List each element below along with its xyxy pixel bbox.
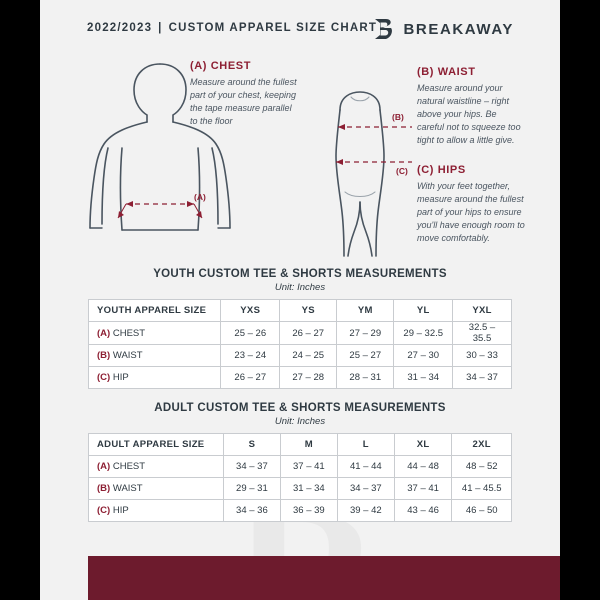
adult-section <box>88 402 512 522</box>
youth-cell-0-4: 32.5 – 35.5 <box>453 322 512 345</box>
body-measurement-diagram <box>40 52 560 264</box>
callout-waist-title: (B) WAIST <box>417 66 476 78</box>
adult-size-col-0: S <box>223 434 280 456</box>
adult-row-1-name: WAIST <box>112 483 143 494</box>
youth-cell-2-3: 31 – 34 <box>394 367 453 389</box>
header-year: 2022/2023 <box>87 22 153 34</box>
youth-section-title: YOUTH CUSTOM TEE & SHORTS MEASUREMENTS <box>153 268 447 280</box>
hips-marker-label: (C) <box>396 166 408 176</box>
adult-cell-1-4: 41 – 45.5 <box>452 478 512 500</box>
waist-marker-label: (B) <box>392 112 404 122</box>
youth-header-label: YOUTH APPAREL SIZE <box>89 300 221 322</box>
adult-cell-0-2: 41 – 44 <box>337 456 394 478</box>
youth-row-2-name: HIP <box>112 372 129 383</box>
table-row <box>89 478 512 500</box>
table-row <box>89 322 512 345</box>
youth-cell-0-2: 27 – 29 <box>337 322 394 345</box>
callout-waist-body: Measure around your natural waistline – right above your hips. Be careful not to squeeze too tight to allow a little give. <box>417 83 521 145</box>
adult-row-1-tag: (B) <box>97 483 111 494</box>
adult-row-0-name: CHEST <box>112 461 146 472</box>
adult-cell-2-4: 46 – 50 <box>452 500 512 522</box>
table-row <box>89 345 512 367</box>
footer-accent-bar <box>88 556 560 600</box>
youth-cell-0-3: 29 – 32.5 <box>394 322 453 345</box>
adult-cell-2-3: 43 – 46 <box>394 500 452 522</box>
youth-cell-2-0: 26 – 27 <box>221 367 280 389</box>
adult-cell-0-1: 37 – 41 <box>280 456 337 478</box>
youth-section <box>88 268 512 389</box>
callout-waist <box>417 66 525 147</box>
table-row <box>89 367 512 389</box>
callout-hips-title: (C) HIPS <box>417 164 466 176</box>
youth-cell-2-1: 27 – 28 <box>280 367 337 389</box>
header-title-row <box>87 22 377 34</box>
adult-cell-0-4: 48 – 52 <box>452 456 512 478</box>
adult-size-table <box>88 433 512 522</box>
youth-cell-0-0: 25 – 26 <box>221 322 280 345</box>
size-chart-page <box>40 0 560 600</box>
adult-size-col-4: 2XL <box>452 434 512 456</box>
youth-row-0-tag: (A) <box>97 327 111 339</box>
page-header <box>40 0 560 56</box>
adult-section-subtitle: Unit: Inches <box>274 416 326 427</box>
adult-cell-1-0: 29 – 31 <box>223 478 280 500</box>
youth-size-col-1: YS <box>280 300 337 322</box>
youth-table-header-row <box>89 300 512 322</box>
youth-size-col-3: YL <box>394 300 453 322</box>
youth-cell-1-1: 24 – 25 <box>280 345 337 367</box>
youth-size-table <box>88 299 512 389</box>
youth-cell-2-4: 34 – 37 <box>453 367 512 389</box>
callout-chest-body: Measure around the fullest part of your chest, keeping the tape measure parallel to the floor <box>190 77 297 126</box>
callout-chest <box>190 60 300 128</box>
adult-section-title: ADULT CUSTOM TEE & SHORTS MEASUREMENTS <box>154 402 446 414</box>
table-row <box>89 456 512 478</box>
adult-row-2-name: HIP <box>112 505 129 516</box>
header-separator: | <box>158 22 163 34</box>
brand-name: BREAKAWAY <box>403 20 514 38</box>
youth-row-1-tag: (B) <box>97 350 111 361</box>
youth-row-1-label <box>89 345 221 367</box>
adult-row-2-label <box>89 500 224 522</box>
youth-row-0-label <box>89 322 221 345</box>
adult-row-2-tag: (C) <box>97 505 111 516</box>
callout-chest-title: (A) CHEST <box>190 60 252 72</box>
adult-size-col-1: M <box>280 434 337 456</box>
adult-cell-2-2: 39 – 42 <box>337 500 394 522</box>
youth-cell-0-1: 26 – 27 <box>280 322 337 345</box>
youth-cell-1-0: 23 – 24 <box>221 345 280 367</box>
adult-cell-1-3: 37 – 41 <box>394 478 452 500</box>
youth-row-0-name: CHEST <box>112 327 146 339</box>
adult-cell-1-2: 34 – 37 <box>337 478 394 500</box>
brand-lockup <box>372 17 514 41</box>
adult-table-header-row <box>89 434 512 456</box>
youth-section-subtitle: Unit: Inches <box>274 282 326 293</box>
youth-size-col-0: YXS <box>221 300 280 322</box>
youth-cell-1-3: 27 – 30 <box>394 345 453 367</box>
adult-size-col-2: L <box>337 434 394 456</box>
adult-cell-0-3: 44 – 48 <box>394 456 452 478</box>
youth-size-col-4: YXL <box>453 300 512 322</box>
adult-size-col-3: XL <box>394 434 452 456</box>
youth-row-2-tag: (C) <box>97 372 111 383</box>
header-title: CUSTOM APPAREL SIZE CHART <box>168 22 378 34</box>
adult-header-label: ADULT APPAREL SIZE <box>89 434 224 456</box>
adult-row-0-label <box>89 456 224 478</box>
youth-size-col-2: YM <box>337 300 394 322</box>
table-row <box>89 500 512 522</box>
adult-cell-2-0: 34 – 36 <box>223 500 280 522</box>
callout-hips <box>417 164 527 245</box>
adult-cell-0-0: 34 – 37 <box>223 456 280 478</box>
adult-cell-1-1: 31 – 34 <box>280 478 337 500</box>
youth-row-1-name: WAIST <box>112 350 143 361</box>
youth-cell-2-2: 28 – 31 <box>337 367 394 389</box>
adult-cell-2-1: 36 – 39 <box>280 500 337 522</box>
youth-cell-1-4: 30 – 33 <box>453 345 512 367</box>
callout-hips-body: With your feet together, measure around the fullest part of your hips to ensure you'll have enough room to move comfortably. <box>417 181 525 243</box>
youth-row-2-label <box>89 367 221 389</box>
adult-row-0-tag: (A) <box>97 461 111 472</box>
breakaway-b-logo-icon <box>372 17 394 41</box>
youth-cell-1-2: 25 – 27 <box>337 345 394 367</box>
chest-marker-label: (A) <box>194 192 206 202</box>
adult-row-1-label <box>89 478 224 500</box>
